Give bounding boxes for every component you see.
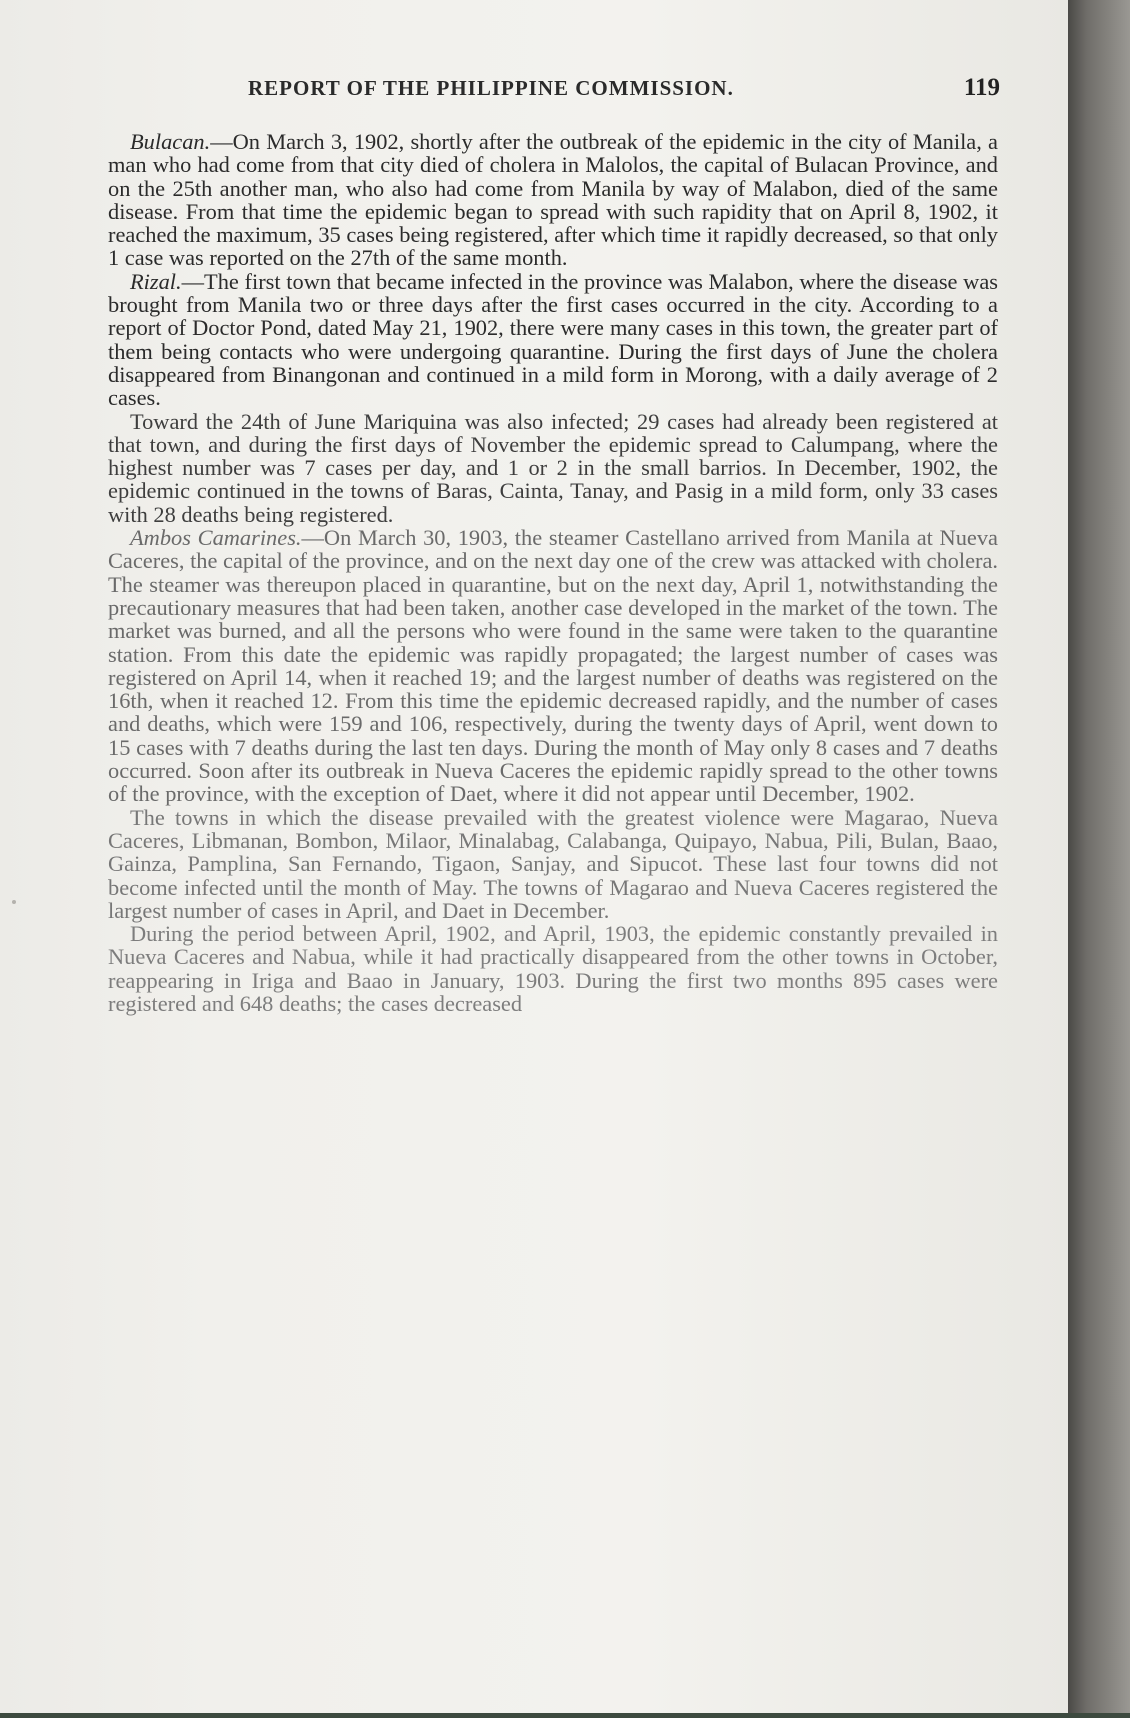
page-speck: [12, 900, 16, 904]
paragraph-rizal: [108, 270, 998, 410]
paragraph-lead: Ambos Camarines.: [130, 525, 302, 551]
paragraph-lead: Bulacan.: [130, 129, 211, 154]
running-header: [60, 76, 1000, 116]
scan-bottom-strip: [0, 1713, 1130, 1718]
paragraph-text: —On March 3, 1902, shortly after the outbreak of the epidemic in the city of Manila, a man who had come from that city died of cholera in Malolos, the capital of Bulacan Province, and on the 25th another man, who also had come from Manila by way of Malabon, died of the same disease. From that time the epidemic began to spread with such rapidity that on April 8, 1902, it reached the maximum, 35 cases being registered, after which time it rapidly decreased, so that only 1 case was reported on the 27th of the same month.: [108, 129, 998, 271]
book-spine-shadow: [1068, 0, 1130, 1718]
body-text: [108, 130, 998, 1015]
paragraph-text: —On March 30, 1903, the steamer Castellano arrived from Manila at Nueva Caceres, the capital of the province, and on the next day one of the crew was attacked with cholera. The steamer was thereupon placed in quarantine, but on the next day, April 1, notwithstanding the precautionary measures that had been taken, another case developed in the market of the town. The market was burned, and all the persons who were found in the same were taken to the quarantine station. From this date the epidemic was rapidly propagated; the largest number of cases was registered on April 14, when it reached 19; and the largest number of deaths was registered on the 16th, when it reached 12. From this time the epidemic decreased rapidly, and the number of cases and deaths, which were 159 and 106, respectively, during the twenty days of April, went down to 15 cases with 7 deaths during the last ten days. During the month of May only 8 cases and 7 deaths occurred. Soon after its outbreak in Nueva Caceres the epidemic rapidly spread to the other towns of the province, with the exception of Daet, where it did not appear until December, 1902.: [108, 525, 998, 807]
paragraph-mariquina: [108, 410, 998, 526]
paragraph-text: —The first town that became infected in the province was Malabon, where the disease was brought from Manila two or three days after the first cases occurred in the city. According to a report of Doctor Pond, dated May 21, 1902, there were many cases in this town, the greater part of them being contacts who were undergoing quarantine. During the first days of June the cholera disappeared from Binangonan and continued in a mild form in Morong, with a daily average of 2 cases.: [108, 268, 998, 411]
paragraph-towns: [108, 806, 998, 922]
paragraph-text: Toward the 24th of June Mariquina was also infected; 29 cases had already been registered at that town, and during the first days of November the epidemic spread to Calumpang, where the highest number was 7 cases per day, and 1 or 2 in the small barrios. In December, 1902, the epidemic continued in the towns of Baras, Cainta, Tanay, and Pasig in a mild form, only 33 cases with 28 deaths being registered.: [108, 408, 998, 527]
paragraph-lead: Rizal.: [130, 268, 182, 294]
paragraph-bulacan: [108, 130, 998, 270]
paragraph-text: The towns in which the disease prevailed with the greatest violence were Magarao, Nueva Caceres, Libmanan, Bombon, Milaor, Minalabag, Calabanga, Quipayo, Nabua, Pili, Bulan, Baao, Gainza, Pamplina, San Fernando, Tigaon, Sanjay, and Sipucot. These last four towns did not become infected until the month of May. The towns of Magarao and Nueva Caceres registered the largest number of cases in April, and Daet in December.: [108, 804, 998, 923]
paragraph-ambos-camarines: [108, 526, 998, 806]
paragraph-text: During the period between April, 1902, and April, 1903, the epidemic constantly prevailed in Nueva Caceres and Nabua, while it had practically disappeared from the other towns in October, reappearing in Iriga and Baao in January, 1903. During the first two months 895 cases were registered and 648 deaths; the cases decreased: [108, 921, 998, 1016]
page-number: 119: [963, 74, 1000, 101]
running-title: REPORT OF THE PHILIPPINE COMMISSION.: [248, 76, 734, 100]
paragraph-period: [108, 922, 998, 1015]
